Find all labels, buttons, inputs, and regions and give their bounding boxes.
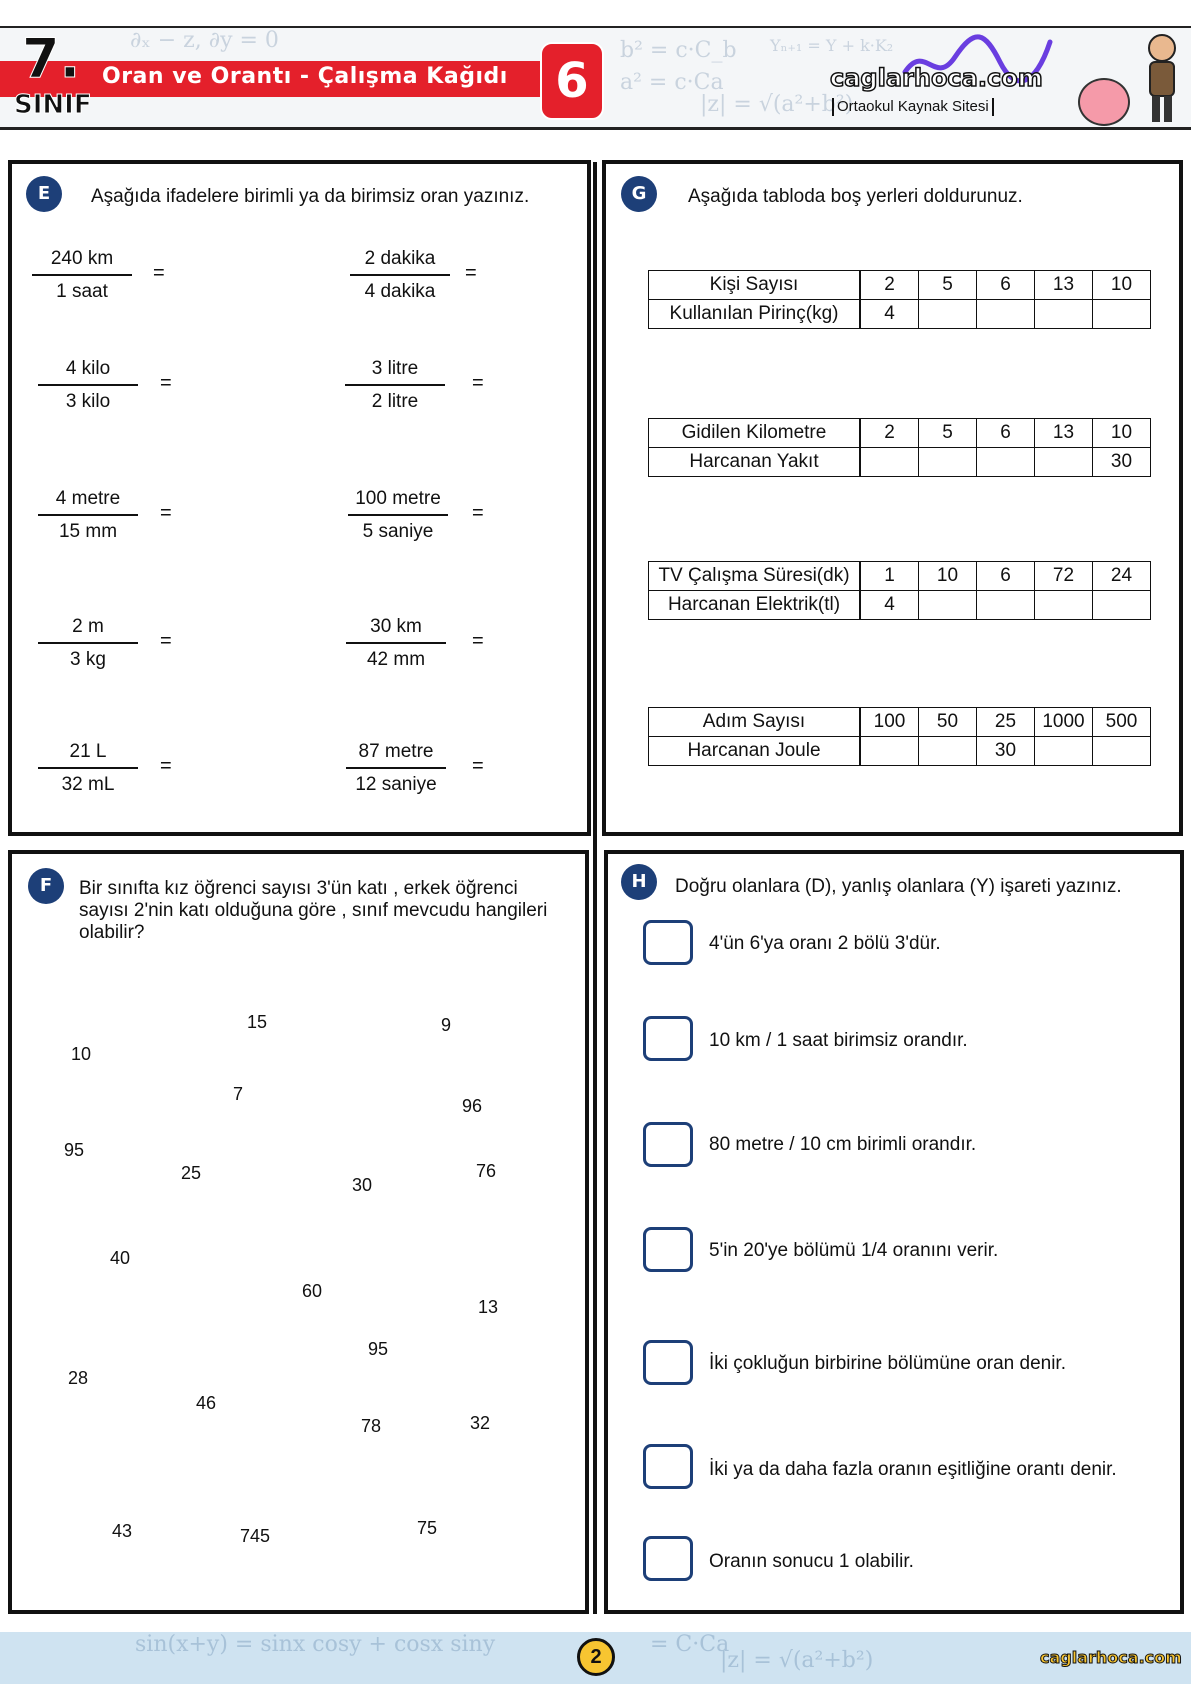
answer-box[interactable] <box>643 920 693 965</box>
answer-box[interactable] <box>643 1016 693 1061</box>
table-cell[interactable] <box>1035 300 1093 329</box>
ratio-fraction <box>38 488 138 543</box>
table-cell[interactable] <box>1035 737 1093 766</box>
table-row <box>649 708 1151 737</box>
brain-mascot-icon <box>1078 78 1130 126</box>
candidate-number: 9 <box>441 1015 452 1035</box>
page-footer <box>0 1632 1191 1684</box>
table-header-cell: Harcanan Joule <box>649 737 861 766</box>
statement-text: Oranın sonucu 1 olabilir. <box>709 1551 914 1572</box>
math-decoration: |z| = √(a²+b²) <box>720 1648 874 1673</box>
candidate-number: 96 <box>462 1096 483 1116</box>
table-header-cell: Harcanan Elektrik(tl) <box>649 591 861 620</box>
section-h-instruction: Doğru olanlara (D), yanlış olanlara (Y) işareti yazınız. <box>675 876 1122 897</box>
section-e-badge: E <box>26 176 62 212</box>
footer-site-logo: caglarhoca.com <box>1040 1648 1182 1667</box>
statement-text: 5'in 20'ye bölümü 1/4 oranını verir. <box>709 1240 999 1261</box>
table-cell[interactable] <box>1093 737 1151 766</box>
answer-box[interactable] <box>643 1444 693 1489</box>
table-header-cell: Kullanılan Pirinç(kg) <box>649 300 861 329</box>
section-g-panel <box>602 160 1183 836</box>
ratio-numerator: 87 metre <box>358 741 434 762</box>
section-g-badge: G <box>621 176 657 212</box>
table-cell[interactable] <box>1035 448 1093 477</box>
answer-box[interactable] <box>643 1340 693 1385</box>
ratio-fraction <box>38 741 138 796</box>
table-header-cell: Harcanan Yakıt <box>649 448 861 477</box>
sheet-number-badge: 6 <box>540 42 604 120</box>
ratio-fraction <box>346 616 446 671</box>
table-cell: 13 <box>1035 419 1093 448</box>
table-cell: 2 <box>860 271 919 300</box>
ratio-denominator: 4 dakika <box>364 280 436 302</box>
ratio-denominator: 1 saat <box>56 280 108 302</box>
equals-sign: = <box>472 755 484 777</box>
ratio-numerator: 30 km <box>370 616 422 637</box>
table-row <box>649 448 1151 477</box>
table-cell: 5 <box>919 271 977 300</box>
page-number: 2 <box>577 1638 615 1676</box>
table-cell[interactable] <box>977 591 1035 620</box>
table-cell: 72 <box>1035 562 1093 591</box>
table-cell[interactable] <box>977 448 1035 477</box>
section-h-badge: H <box>621 864 657 900</box>
answer-box[interactable] <box>643 1227 693 1272</box>
table-cell[interactable] <box>919 591 977 620</box>
math-decoration: sin(x+y) = sinx cosy + cosx siny <box>135 1632 496 1657</box>
section-f-panel <box>8 850 589 1614</box>
section-e-panel <box>8 160 591 836</box>
ratio-numerator: 21 L <box>69 741 107 762</box>
grade-number: 7. <box>22 27 81 90</box>
table-cell: 2 <box>860 419 919 448</box>
section-e-instruction: Aşağıda ifadelere birimli ya da birimsiz oran yazınız. <box>91 186 530 207</box>
equals-sign: = <box>472 630 484 652</box>
statement-text: İki ya da daha fazla oranın eşitliğine orantı denir. <box>709 1459 1117 1480</box>
table-cell: 10 <box>1093 419 1151 448</box>
ratio-fraction <box>350 248 450 303</box>
ratio-table <box>648 418 1151 477</box>
table-cell: 500 <box>1093 708 1151 737</box>
equals-sign: = <box>465 262 477 284</box>
candidate-number: 43 <box>112 1521 133 1541</box>
ratio-denominator: 3 kilo <box>65 390 111 412</box>
ratio-numerator: 2 dakika <box>364 248 436 269</box>
ratio-numerator: 4 kilo <box>65 358 111 379</box>
ratio-fraction <box>32 248 132 303</box>
ratio-fraction <box>345 358 445 413</box>
candidate-number: 95 <box>368 1339 389 1359</box>
table-cell: 100 <box>860 708 919 737</box>
ratio-table <box>648 270 1151 329</box>
table-cell[interactable] <box>919 448 977 477</box>
column-divider <box>593 162 597 1614</box>
table-cell: 6 <box>977 419 1035 448</box>
ratio-table <box>648 707 1151 766</box>
answer-box[interactable] <box>643 1536 693 1581</box>
equals-sign: = <box>153 262 165 284</box>
candidate-number: 10 <box>71 1044 92 1064</box>
ratio-fraction <box>38 358 138 413</box>
candidate-number: 76 <box>476 1161 497 1181</box>
candidate-number: 95 <box>64 1140 85 1160</box>
table-cell[interactable] <box>1093 300 1151 329</box>
section-g-instruction: Aşağıda tabloda boş yerleri doldurunuz. <box>688 186 1023 207</box>
ratio-denominator: 12 saniye <box>355 773 437 795</box>
statement-text: 4'ün 6'ya oranı 2 bölü 3'dür. <box>709 933 941 954</box>
equals-sign: = <box>160 502 172 524</box>
statement-text: 80 metre / 10 cm birimli orandır. <box>709 1134 977 1155</box>
candidate-number: 30 <box>352 1175 373 1195</box>
ratio-numerator: 100 metre <box>355 488 441 509</box>
answer-box[interactable] <box>643 1122 693 1167</box>
candidate-number: 32 <box>470 1413 491 1433</box>
teacher-avatar-icon <box>1140 32 1184 126</box>
table-cell[interactable]: 4 <box>860 591 919 620</box>
equals-sign: = <box>472 372 484 394</box>
ratio-numerator: 240 km <box>50 248 114 269</box>
statement-text: İki çokluğun birbirine bölümüne oran denir. <box>709 1353 1066 1374</box>
table-cell[interactable] <box>919 737 977 766</box>
table-cell: 6 <box>977 271 1035 300</box>
table-row <box>649 562 1151 591</box>
equals-sign: = <box>160 630 172 652</box>
table-row <box>649 591 1151 620</box>
table-cell[interactable] <box>860 448 919 477</box>
ratio-denominator: 15 mm <box>58 520 118 542</box>
table-row <box>649 737 1151 766</box>
ratio-fraction <box>38 616 138 671</box>
table-cell[interactable] <box>860 737 919 766</box>
table-cell: 13 <box>1035 271 1093 300</box>
candidate-number: 28 <box>68 1368 89 1388</box>
ratio-fraction <box>346 741 446 796</box>
table-cell: 25 <box>977 708 1035 737</box>
candidate-number: 75 <box>417 1518 438 1538</box>
ratio-numerator: 3 litre <box>371 358 419 379</box>
table-cell[interactable]: 30 <box>977 737 1035 766</box>
statement-text: 10 km / 1 saat birimsiz orandır. <box>709 1030 968 1051</box>
table-cell: 50 <box>919 708 977 737</box>
section-f-badge: F <box>28 868 64 904</box>
candidate-number: 13 <box>478 1297 499 1317</box>
equals-sign: = <box>160 372 172 394</box>
ratio-denominator: 2 litre <box>371 390 419 412</box>
candidate-number: 745 <box>240 1526 271 1546</box>
table-cell[interactable]: 30 <box>1093 448 1151 477</box>
math-decoration: b² = c·C_b <box>620 38 737 63</box>
ratio-denominator: 5 saniye <box>362 520 434 542</box>
math-decoration: Yₙ₊₁ = Y + k·K₂ <box>770 36 894 55</box>
ratio-fraction <box>348 488 448 543</box>
ratio-table <box>648 561 1151 620</box>
ratio-numerator: 2 m <box>72 616 104 637</box>
site-subtitle: Ortaokul Kaynak Sitesi <box>832 98 994 116</box>
math-decoration: |z| = √(a²+b²) <box>700 92 854 117</box>
candidate-number: 78 <box>361 1416 382 1436</box>
table-cell: 1 <box>860 562 919 591</box>
table-row <box>649 271 1151 300</box>
table-cell[interactable] <box>919 300 977 329</box>
table-cell: 5 <box>919 419 977 448</box>
table-header-cell: Adım Sayısı <box>649 708 861 737</box>
ratio-denominator: 42 mm <box>366 648 426 670</box>
candidate-number: 40 <box>110 1248 131 1268</box>
candidate-number: 15 <box>247 1012 268 1032</box>
table-cell[interactable] <box>1093 591 1151 620</box>
candidate-number: 46 <box>196 1393 217 1413</box>
page-title: Oran ve Orantı - Çalışma Kağıdı <box>102 64 508 89</box>
table-cell: 10 <box>1093 271 1151 300</box>
table-cell: 24 <box>1093 562 1151 591</box>
table-row <box>649 419 1151 448</box>
math-decoration: ∂ₓ − z, ∂y = 0 <box>130 28 279 53</box>
candidate-number: 7 <box>233 1084 244 1104</box>
ratio-numerator: 4 metre <box>55 488 121 509</box>
ratio-denominator: 32 mL <box>61 773 115 795</box>
table-cell[interactable]: 4 <box>860 300 919 329</box>
table-header-cell: TV Çalışma Süresi(dk) <box>649 562 861 591</box>
ratio-denominator: 3 kg <box>70 648 106 670</box>
math-decoration: = C·Ca <box>650 1632 730 1657</box>
grade-label: SINIF <box>14 90 92 120</box>
page-header <box>0 26 1191 130</box>
table-cell[interactable] <box>977 300 1035 329</box>
equals-sign: = <box>160 755 172 777</box>
candidate-number: 25 <box>181 1163 202 1183</box>
site-logo: caglarhoca.com <box>830 64 1043 92</box>
table-cell[interactable] <box>1035 591 1093 620</box>
candidate-number: 60 <box>302 1281 323 1301</box>
table-cell: 1000 <box>1035 708 1093 737</box>
table-header-cell: Gidilen Kilometre <box>649 419 861 448</box>
table-row <box>649 300 1151 329</box>
table-header-cell: Kişi Sayısı <box>649 271 861 300</box>
table-cell: 10 <box>919 562 977 591</box>
table-cell: 6 <box>977 562 1035 591</box>
math-decoration: a² = c·Ca <box>620 70 724 95</box>
section-f-question: Bir sınıfta kız öğrenci sayısı 3'ün katı , erkek öğrenci sayısı 2'nin katı olduğuna göre , sınıf mevcudu hangileri olabilir? <box>79 878 548 943</box>
equals-sign: = <box>472 502 484 524</box>
